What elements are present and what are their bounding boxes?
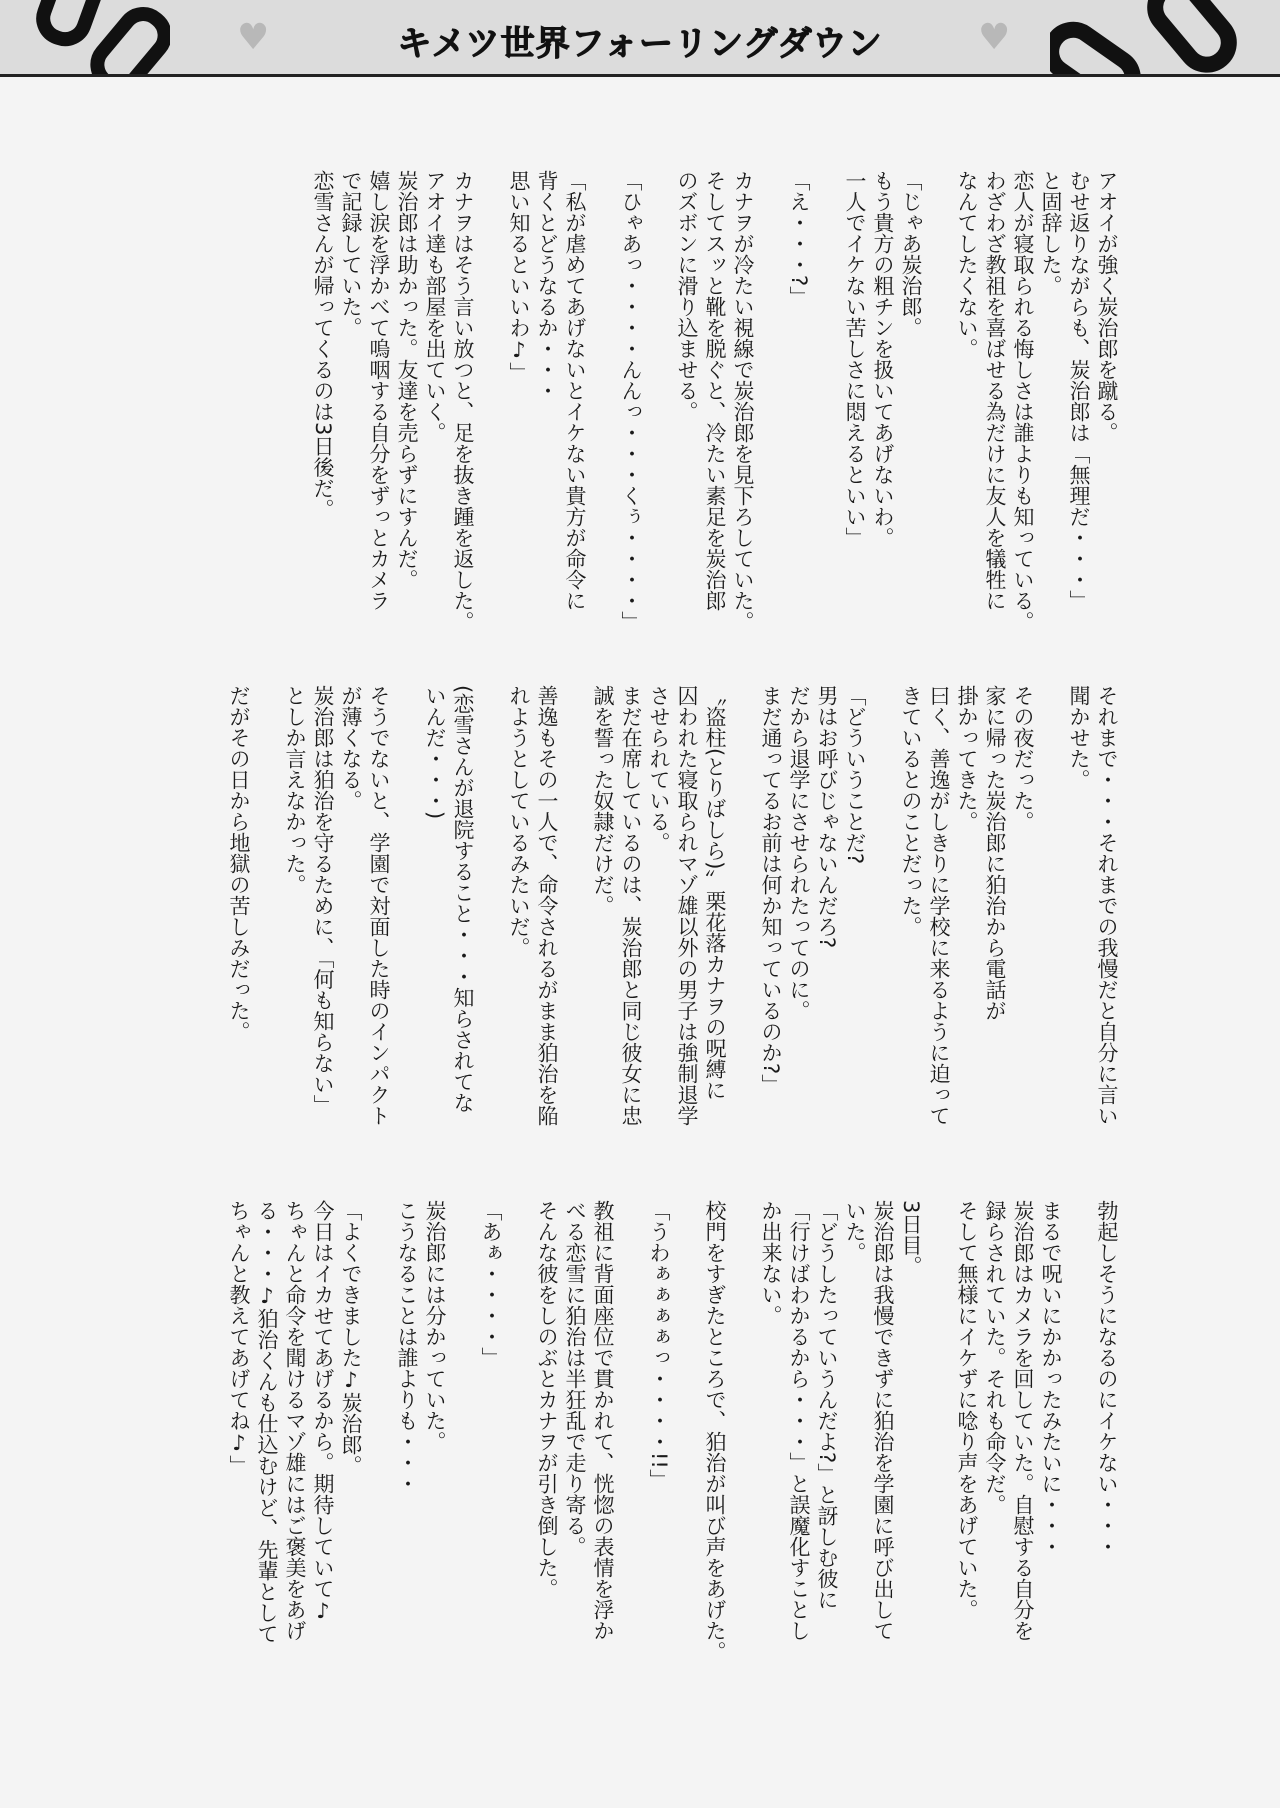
heart-icon: ♥ [237,17,270,58]
text-line: 嬉し涙を浮かべて嗚咽する自分をずっとカメラ [367,170,391,611]
text-line: まだ在席しているのは、炭治郎と同じ彼女に忠 [619,685,643,1126]
heart-icon: ♥ [978,17,1011,58]
text-line: 「じゃあ炭治郎。 [899,170,923,338]
text-line: 炭治郎は我慢できずに狛治を学園に呼び出して [871,1200,895,1641]
text-line: 「ひゃあっ・・・・んんっ・・・くぅ・・・・」 [619,170,643,632]
text-line: 炭治郎はカメラを回していた。自慰する自分を [1011,1200,1035,1641]
text-line: べる恋雪に狛治は半狂乱で走り寄る。 [563,1200,587,1557]
paragraph-gap [366,1200,392,1700]
header-title: キメツ世界フォーリングダウン [397,24,883,64]
text-line: 炭治郎は狛治を守るために、「何も知らない」 [311,685,335,1116]
text-line: こうなることは誰よりも・・・ [395,1200,419,1494]
text-line: だがその日から地獄の苦しみだった。 [227,685,251,1042]
paragraph-gap [450,1200,476,1700]
text-line: 「私が虐めてあげないとイケない貴方が命令に [563,170,587,611]
text-line: まだ通ってるお前は何か知っているのか?」 [759,685,783,1096]
paragraph-gap [478,685,504,1185]
text-line: カナヲはそう言い放つと、足を抜き踵を返した。 [451,170,475,632]
text-line: 家に帰った炭治郎に狛治から電話が [983,685,1007,1021]
paragraph-gap [730,1200,756,1700]
text-line: 今日はイカせてあげるから。期待していて♪ [311,1200,335,1623]
paragraph-gap [506,1200,532,1700]
text-line: と固辞した。 [1039,170,1063,296]
text-line: が薄くなる。 [339,685,363,811]
paragraph-gap [758,170,784,670]
paragraph-gap [394,685,420,1185]
paragraph-gap [590,170,616,670]
paragraph-gap [1066,1200,1092,1700]
chain-icon [1050,0,1280,77]
text-line: カナヲが冷たい視線で炭治郎を見下ろしていた。 [731,170,755,632]
text-block-bottom [155,1200,1120,1700]
text-line: 思い知るといいわ♪」 [507,170,531,383]
text-line: 聞かせた。 [1067,685,1091,790]
text-line: 録らされていた。それも命令だ。 [983,1200,1007,1515]
novel-text [155,170,1120,1700]
text-line: 「どうしたっていうんだよ?」と訝しむ彼に [815,1200,839,1611]
text-line: か出来ない。 [759,1200,783,1326]
text-line: 「うわぁぁぁぁっ・・・・!!」 [647,1200,671,1490]
text-line: 囚われた寝取られマゾ雄以外の男子は強制退学 [675,685,699,1126]
text-line: る・・・♪狛治くんも仕込むけど、先輩として [255,1200,279,1644]
text-line: その夜だった。 [1011,685,1035,832]
paragraph-gap [646,170,672,670]
text-line: 掛かってきた。 [955,685,979,832]
paragraph-gap [730,685,756,1185]
text-line: 教祖に背面座位で貫かれて、恍惚の表情を浮か [591,1200,615,1641]
text-line: 「よくできました♪炭治郎。 [339,1200,363,1476]
text-line: それまで・・・それまでの我慢だと自分に言い [1095,685,1119,1126]
text-line: 恋雪さんが帰ってくるのは3日後だ。 [311,170,335,520]
text-line: アオイが強く炭治郎を蹴る。 [1095,170,1119,443]
text-line: いた。 [843,1200,867,1263]
text-line: させられている。 [647,685,671,853]
paragraph-gap [618,1200,644,1700]
text-line: としか言えなかった。 [283,685,307,895]
paragraph-gap [254,685,280,1185]
text-line: そんな彼をしのぶとカナヲが引き倒した。 [535,1200,559,1599]
text-line: 背くとどうなるか・・・ [535,170,559,401]
paragraph-gap [562,685,588,1185]
text-line: 3日目。 [899,1200,923,1277]
text-line: いんだ・・・) [423,685,447,820]
text-line: れようとしているみたいだ。 [507,685,531,958]
text-line: 一人でイケない苦しさに悶えるといい」 [843,170,867,548]
text-line: わざわざ教祖を喜ばせる為だけに友人を犠牲に [983,170,1007,611]
text-line: きているとのことだった。 [899,685,923,937]
text-line: 勃起しそうになるのにイケない・・・ [1095,1200,1119,1557]
text-line: 校門をすぎたところで、狛治が叫び声をあげた。 [703,1200,727,1662]
text-line: なんてしたくない。 [955,170,979,359]
paragraph-gap [926,170,952,670]
text-line: 「行けばわかるから・・・」と誤魔化すことし [787,1200,811,1641]
paragraph-gap [870,685,896,1185]
text-line: (恋雪さんが退院すること・・・知らされてな [451,685,475,1114]
paragraph-gap [478,170,504,670]
text-line: そうでないと、学園で対面した時のインパクト [367,685,391,1126]
text-line: 〝盗柱(とりばしら)〟栗花落カナヲの呪縛に [703,685,727,1101]
text-line: 炭治郎には分かっていた。 [423,1200,447,1452]
text-line: もう貴方の粗チンを扱いてあげないわ。 [871,170,895,548]
text-line: むせ返りながらも、炭治郎は「無理だ・・・」 [1067,170,1091,611]
text-block-middle [155,685,1120,1185]
text-line: だから退学にさせられたってのに。 [787,685,811,1021]
text-line: で記録していた。 [339,170,363,338]
text-line: 善逸もその一人で、命令されるがまま狛治を陥 [535,685,559,1126]
text-block-top [155,170,1120,670]
text-line: ちゃんと教えてあげてね♪」 [227,1200,251,1476]
text-line: 炭治郎は助かった。友達を売らずにすんだ。 [395,170,419,590]
text-line: 「どういうことだ? [843,685,867,865]
text-line: そしてスッと靴を脱ぐと、冷たい素足を炭治郎 [703,170,727,611]
page-header [0,0,1280,77]
paragraph-gap [1038,685,1064,1185]
text-line: 曰く、善逸がしきりに学校に来るように迫って [927,685,951,1126]
text-line: ちゃんと命令を聞けるマゾ雄にはご褒美をあげ [283,1200,307,1641]
text-line: まるで呪いにかかったみたいに・・・ [1039,1200,1063,1557]
text-line: 誠を誓った奴隷だけだ。 [591,685,615,916]
paragraph-gap [814,170,840,670]
text-line: のズボンに滑り込ませる。 [675,170,699,422]
paragraph-gap [926,1200,952,1700]
text-line: 「あぁ・・・・」 [479,1200,503,1368]
text-line: 男はお呼びじゃないんだろ? [815,685,839,949]
text-line: 「え・・・?」 [787,170,811,308]
text-line: そして無様にイケずに唸り声をあげていた。 [955,1200,979,1620]
paragraph-gap [674,1200,700,1700]
text-line: アオイ達も部屋を出ていく。 [423,170,447,443]
text-line: 恋人が寝取られる悔しさは誰よりも知っている。 [1011,170,1035,632]
